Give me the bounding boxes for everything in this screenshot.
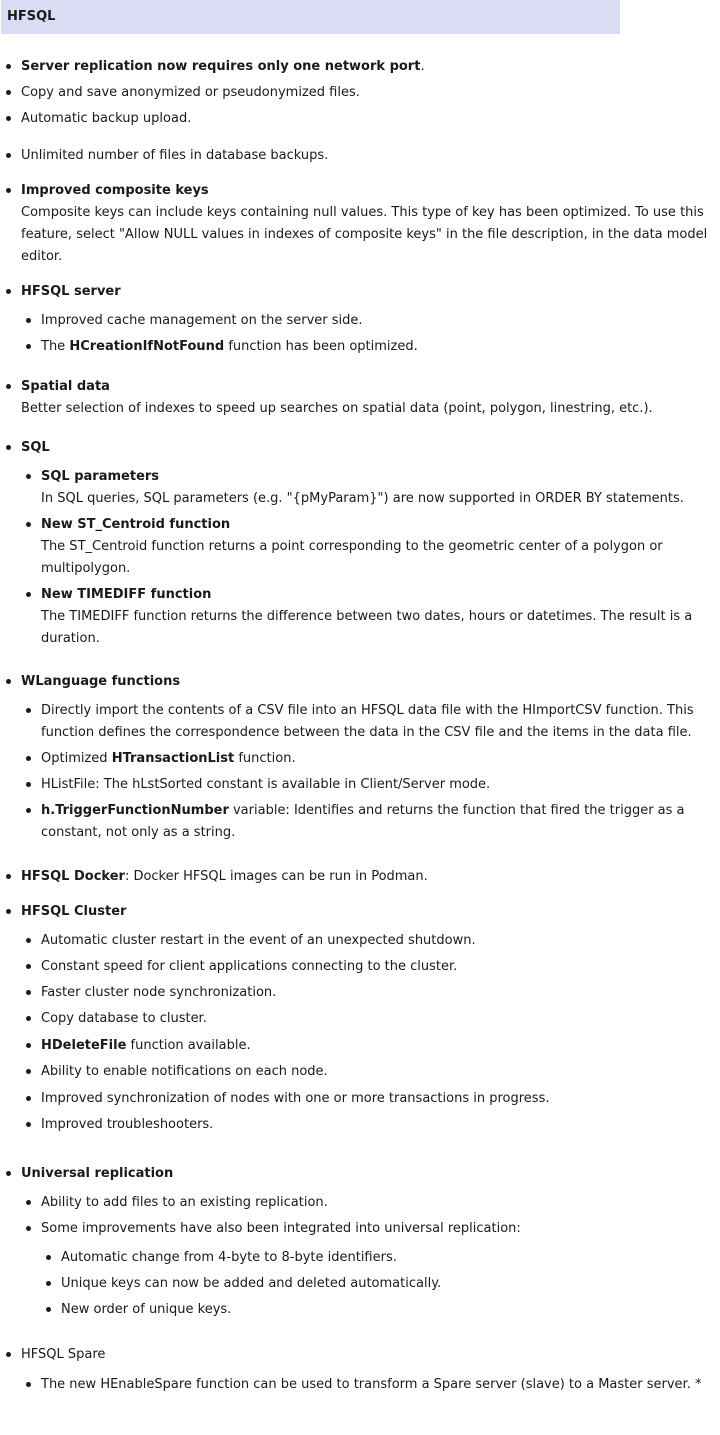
item-description: multipolygon. bbox=[41, 561, 131, 576]
function-name: HCreationIfNotFound bbox=[69, 339, 225, 354]
item-title: Universal replication bbox=[21, 1166, 174, 1181]
bullet bbox=[46, 1281, 51, 1286]
bullet bbox=[6, 384, 11, 389]
item-text: function has been optimized. bbox=[224, 339, 418, 354]
item-text: Automatic backup upload. bbox=[21, 111, 192, 126]
item-text: function. bbox=[234, 751, 296, 766]
item-description: Composite keys can include keys containing null values. This type of key has been optimized. To use this bbox=[21, 205, 704, 220]
item-title: SQL parameters bbox=[41, 469, 160, 484]
bullet bbox=[26, 1069, 31, 1074]
bullet bbox=[26, 782, 31, 787]
item-text: Unlimited number of files in database backups. bbox=[21, 148, 329, 163]
bullet bbox=[6, 679, 11, 684]
bullet bbox=[26, 1043, 31, 1048]
item-description: function defines the correspondence between the data in the CSV file and the items in the data file. bbox=[41, 725, 692, 740]
item-text: . bbox=[420, 59, 425, 74]
bullet bbox=[26, 808, 31, 813]
bullet bbox=[26, 964, 31, 969]
item-text: Optimized bbox=[41, 751, 112, 766]
item-text: Unique keys can now be added and deleted automatically. bbox=[61, 1276, 442, 1291]
item-description: constant, not only as a string. bbox=[41, 825, 236, 840]
bullet bbox=[6, 1171, 11, 1176]
bullet bbox=[26, 592, 31, 597]
item-title: HFSQL server bbox=[21, 284, 121, 299]
bullet bbox=[6, 445, 11, 450]
item-text: Automatic cluster restart in the event of an unexpected shutdown. bbox=[41, 933, 476, 948]
item-description: feature, select "Allow NULL values in indexes of composite keys" in the file description, in the data model bbox=[21, 227, 708, 242]
item-title: Server replication now requires only one network port bbox=[21, 59, 421, 74]
bullet bbox=[26, 1382, 31, 1387]
bullet bbox=[26, 1016, 31, 1021]
item-text: Improved synchronization of nodes with one or more transactions in progress. bbox=[41, 1091, 550, 1106]
function-name: HTransactionList bbox=[111, 751, 235, 766]
item-description: Better selection of indexes to speed up searches on spatial data (point, polygon, linestring, etc.). bbox=[21, 401, 653, 416]
item-text: Some improvements have also been integrated into universal replication: bbox=[41, 1221, 521, 1236]
item-title: New ST_Centroid function bbox=[41, 517, 231, 532]
item-text: Ability to add files to an existing replication. bbox=[41, 1195, 328, 1210]
bullet bbox=[26, 318, 31, 323]
bullet bbox=[26, 474, 31, 479]
item-text: The bbox=[41, 339, 70, 354]
function-name: HDeleteFile bbox=[41, 1038, 127, 1053]
bullet bbox=[26, 708, 31, 713]
bullet bbox=[26, 344, 31, 349]
bullet bbox=[6, 874, 11, 879]
item-text: Ability to enable notifications on each node. bbox=[41, 1064, 328, 1079]
bullet bbox=[46, 1307, 51, 1312]
item-text: HListFile: The hLstSorted constant is available in Client/Server mode. bbox=[41, 777, 491, 792]
item-description: duration. bbox=[41, 631, 100, 646]
item-text: The new HEnableSpare function can be used to transform a Spare server (slave) to a Master server. * bbox=[41, 1377, 702, 1392]
item-text: variable: Identifies and returns the function that fired the trigger as a bbox=[228, 803, 685, 818]
bullet bbox=[26, 1122, 31, 1127]
item-description: editor. bbox=[21, 249, 63, 264]
item-title: New TIMEDIFF function bbox=[41, 587, 212, 602]
item-text: : Docker HFSQL images can be run in Podman. bbox=[124, 869, 428, 884]
bullet bbox=[46, 1255, 51, 1260]
item-title: HFSQL Docker bbox=[21, 869, 125, 884]
item-text: function available. bbox=[126, 1038, 251, 1053]
item-text: Improved troubleshooters. bbox=[41, 1117, 214, 1132]
bullet bbox=[6, 289, 11, 294]
item-title: Improved composite keys bbox=[21, 183, 209, 198]
item-text: Copy database to cluster. bbox=[41, 1011, 207, 1026]
bullet bbox=[26, 990, 31, 995]
item-text: Automatic change from 4-byte to 8-byte identifiers. bbox=[61, 1250, 397, 1265]
item-text: New order of unique keys. bbox=[61, 1302, 232, 1317]
item-text: Constant speed for client applications connecting to the cluster. bbox=[41, 959, 458, 974]
bullet bbox=[6, 909, 11, 914]
item-title: Spatial data bbox=[21, 379, 110, 394]
bullet bbox=[26, 938, 31, 943]
item-title: SQL bbox=[21, 440, 50, 455]
bullet bbox=[6, 153, 11, 158]
bullet bbox=[6, 188, 11, 193]
bullet bbox=[6, 90, 11, 95]
bullet bbox=[6, 64, 11, 69]
bullet bbox=[26, 756, 31, 761]
item-description: The TIMEDIFF function returns the difference between two dates, hours or datetimes. The result is a bbox=[41, 609, 693, 624]
bullet bbox=[26, 522, 31, 527]
section-title: HFSQL bbox=[7, 9, 56, 24]
variable-name: h.TriggerFunctionNumber bbox=[41, 803, 229, 818]
item-text: Faster cluster node synchronization. bbox=[41, 985, 277, 1000]
item-title: HFSQL Cluster bbox=[21, 904, 127, 919]
item-text: Directly import the contents of a CSV file into an HFSQL data file with the HImportCSV function. This bbox=[41, 703, 694, 718]
bullet bbox=[26, 1226, 31, 1231]
item-text: Improved cache management on the server side. bbox=[41, 313, 363, 328]
section-header bbox=[1, 0, 620, 34]
item-description: The ST_Centroid function returns a point corresponding to the geometric center of a polygon or bbox=[41, 539, 663, 554]
bullet bbox=[26, 1200, 31, 1205]
item-title: HFSQL Spare bbox=[21, 1347, 106, 1362]
item-description: In SQL queries, SQL parameters (e.g. "{pMyParam}") are now supported in ORDER BY statements. bbox=[41, 491, 684, 506]
bullet bbox=[6, 1352, 11, 1357]
bullet bbox=[26, 1096, 31, 1101]
bullet bbox=[6, 116, 11, 121]
item-text: Copy and save anonymized or pseudonymized files. bbox=[21, 85, 360, 100]
item-title: WLanguage functions bbox=[21, 674, 181, 689]
